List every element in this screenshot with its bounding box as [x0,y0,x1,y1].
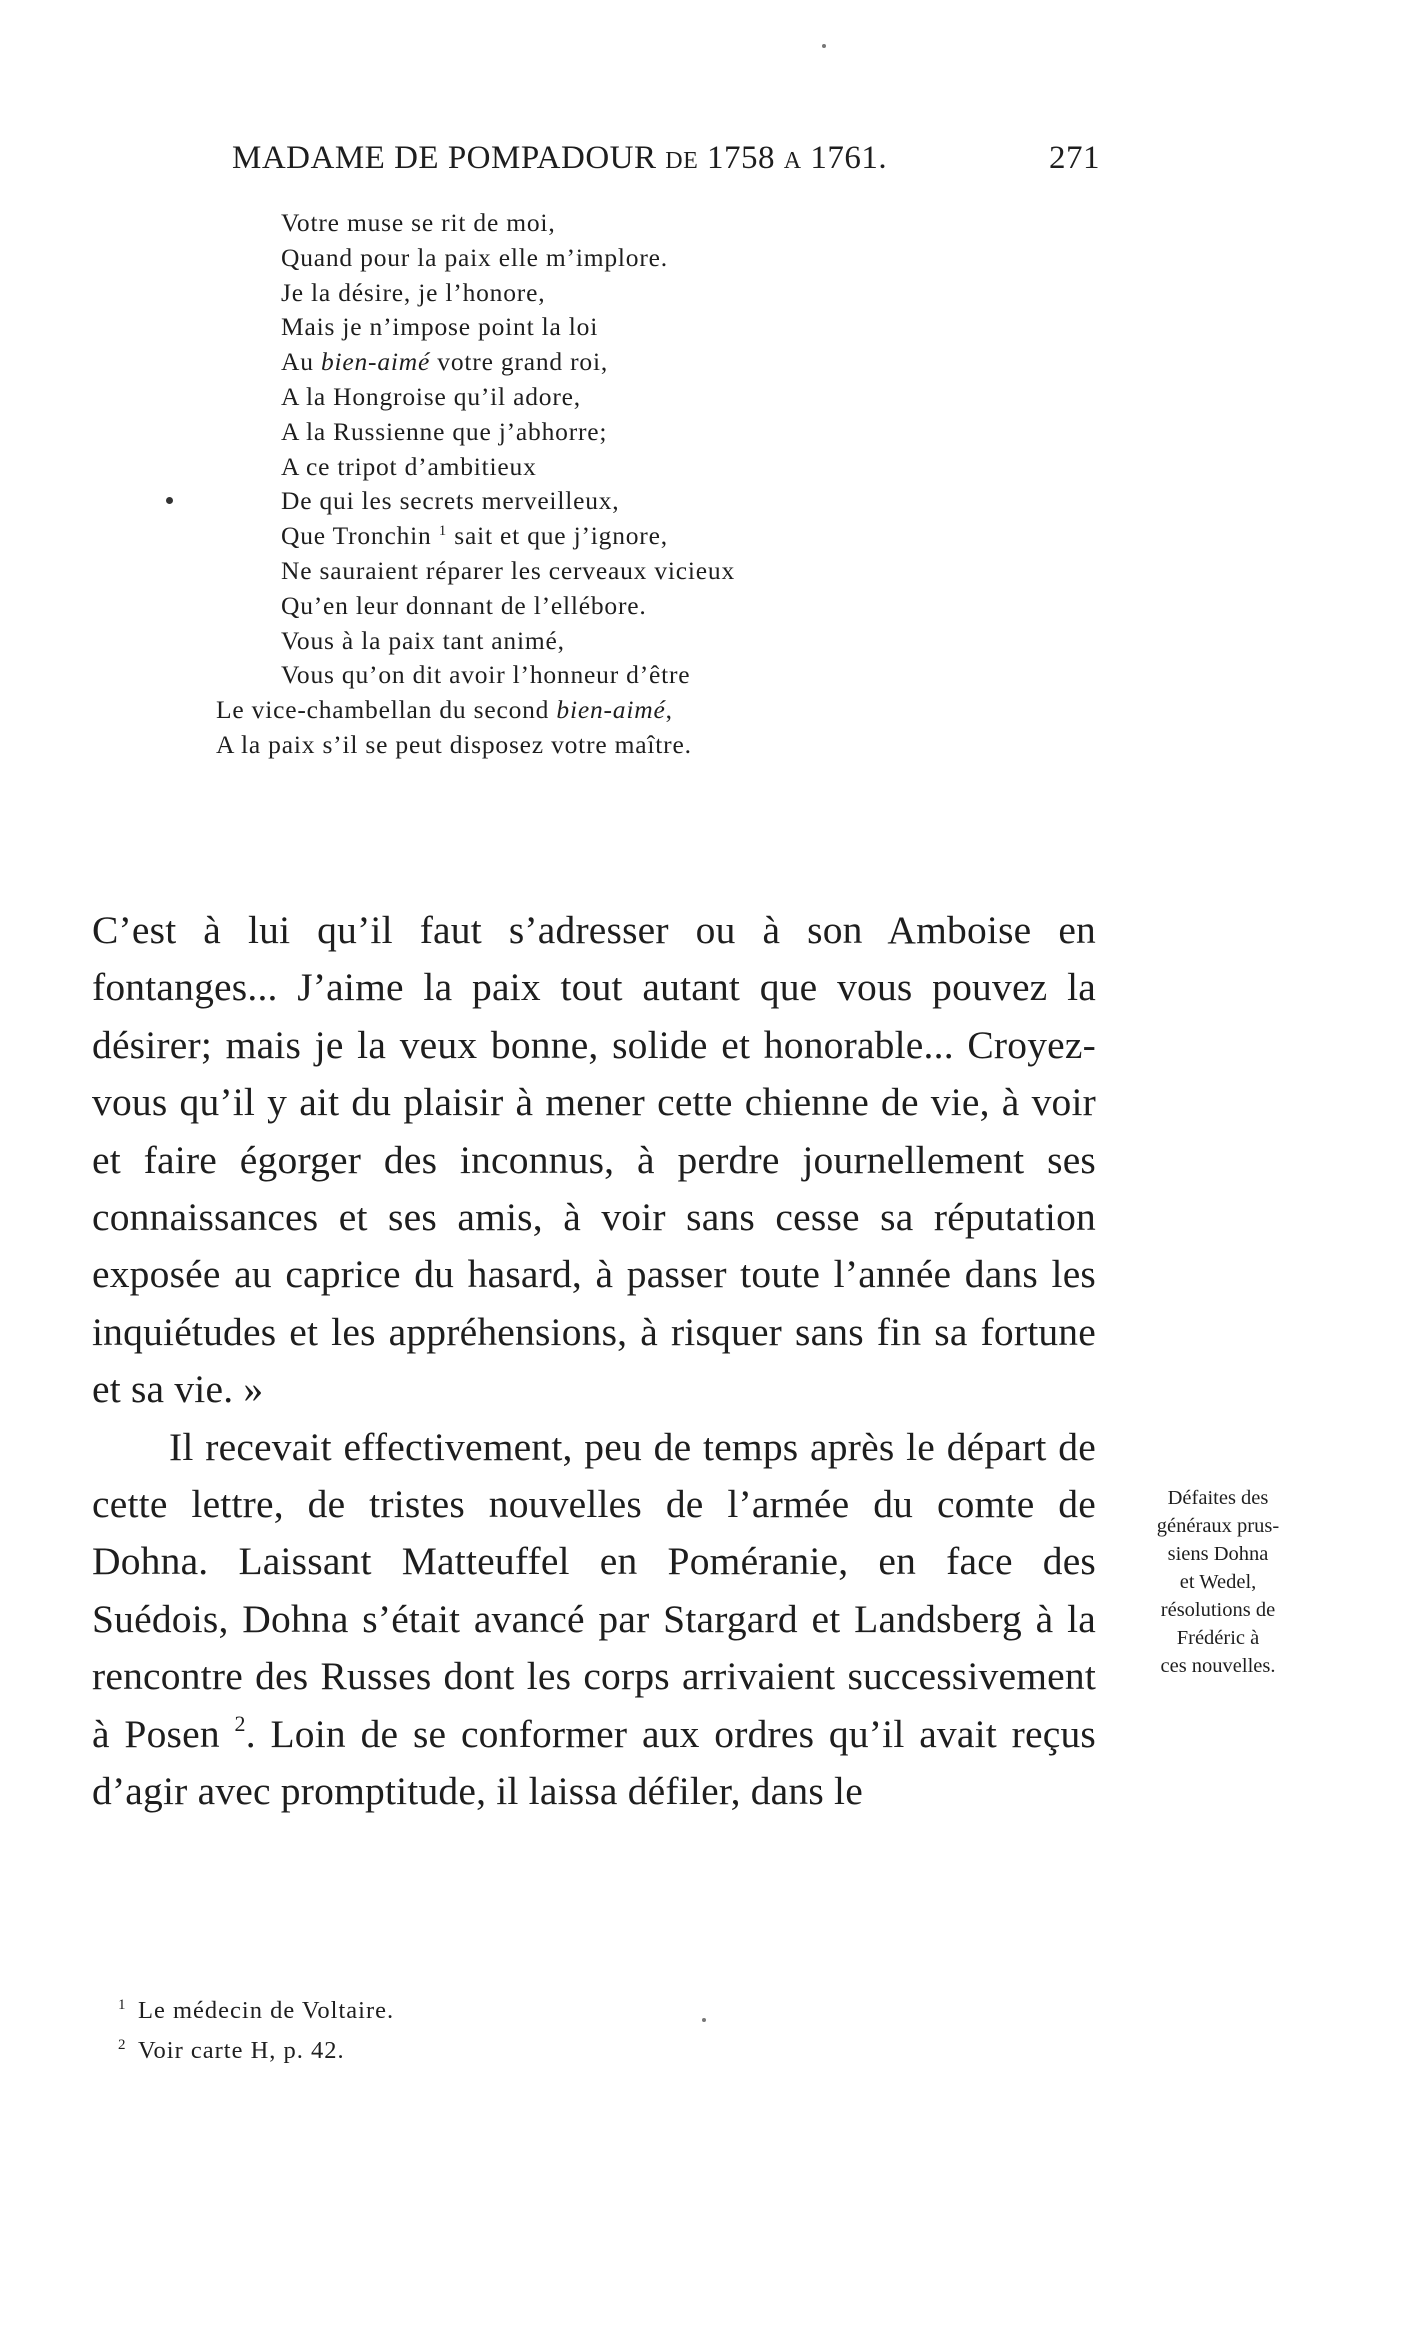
poem-line: Votre muse se rit de moi, [281,208,556,237]
poem-line: Je la désire, je l’honore, [281,277,546,307]
margin-note-line: résolutions de [1160,1599,1276,1621]
footnote-text: Voir carte H, p. 42. [138,2037,345,2064]
running-head-de: DE [665,148,699,174]
running-head [232,140,1100,186]
margin-mark [166,497,173,504]
margin-note-line: Frédéric à [1176,1627,1260,1649]
footnote-ref-1[interactable]: 1 [438,523,448,540]
paper-speck [702,2018,706,2022]
footnote-mark: 2 [118,2037,127,2053]
running-head-title [232,140,887,177]
footnote-text: Le médecin de Voltaire. [138,1997,395,2024]
margin-note-line: ces nouvelles. [1160,1655,1276,1677]
poem-line: A la paix s’il se peut disposez votre maître. [216,729,692,759]
margin-note-line: et Wedel, [1179,1571,1257,1593]
running-head-year-end: 1761. [801,140,888,176]
paper-speck [822,44,826,48]
poem-line: A la Hongroise qu’il adore, [281,381,581,411]
poem-line: Que Tronchin $^1$ sait et que j’ignore, [281,521,668,551]
margin-note-line: Défaites des [1167,1487,1269,1509]
poem-line: A ce tripot d’ambitieux [281,451,537,481]
poem-line: Mais je n’impose point la loi [281,312,599,342]
running-head-title-main: MADAME DE POMPADOUR [232,140,666,176]
footnote-1 [118,1988,718,2028]
poem-line: Le vice-chambellan du second bien-aimé, [216,695,673,725]
poem-line: Vous à la paix tant animé, [281,625,565,655]
footnote-ref-2[interactable]: 2 [234,1710,246,1736]
poem-line: A la Russienne que j’abhorre; [281,416,608,446]
poem-line: Au bien-aimé votre grand roi, [281,347,609,377]
page-number: 271 [1049,140,1100,176]
footnote-mark: 1 [118,1997,127,2013]
emphasis: bien-aimé [320,347,431,377]
poem-line: Ne sauraient réparer les cerveaux vicieux [281,555,736,585]
paragraph-2: Il recevait effectivement, peu de temps après le départ de cette lettre, de tristes nouvelles de l’armée du comte de Dohna. Laissant Matteuffel en Poméranie, en face des Suédois, Dohna s’était avancé par Stargard et Landsberg à la rencontre des Russes dont les corps arrivaient successivement à Posen $^2$. Loin de se conformer aux ordres qu’il avait reçus d’agir avec promptitude, il laissa défiler, dans le [92,1424,1096,1814]
margin-note-line: généraux prus- [1156,1515,1280,1537]
main-text [92,902,1096,1821]
emphasis: bien-aimé [556,695,666,725]
margin-note [1120,1484,1316,1680]
footnotes [118,1988,718,2068]
poem-line: De qui les secrets merveilleux, [281,486,620,516]
poem-line: Vous qu’on dit avoir l’honneur d’être [281,660,691,690]
poem-quote [216,206,896,763]
poem-line: Qu’en leur donnant de l’ellébore. [281,590,647,620]
paragraph-1: C’est à lui qu’il faut s’adresser ou à son Amboise en fontanges... J’aime la paix tout autant que vous pouvez la désirer; mais je la veux bonne, solide et honorable... Croyez-vous qu’il y ait du plaisir à mener cette chienne de vie, à voir et faire égorger des inconnus, à perdre journellement ses connaissances et ses amis, à voir sans cesse sa réputation exposée au caprice du hasard, à passer toute l’année dans les inquiétudes et les appréhensions, à risquer sans fin sa fortune et sa vie. » [92,908,1096,1412]
running-head-year-start: 1758 [698,140,784,176]
footnote-2 [118,2028,718,2068]
running-head-a: A [783,148,802,174]
margin-note-line: siens Dohna [1167,1543,1269,1565]
poem-line: Quand pour la paix elle m’implore. [281,242,668,272]
